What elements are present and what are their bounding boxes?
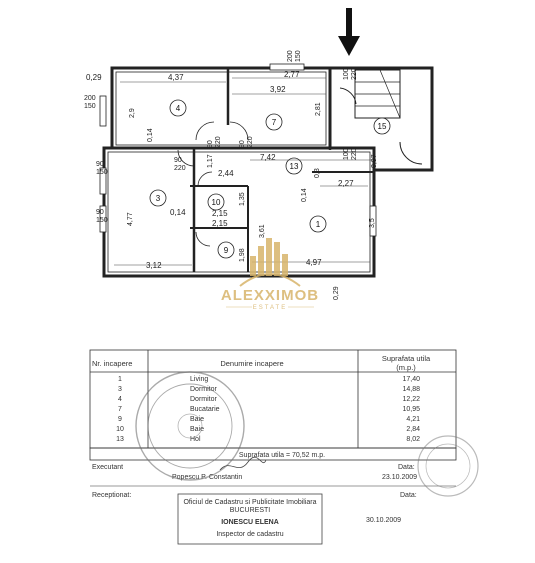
room-label-9	[218, 242, 234, 258]
dim-215b: 2,15	[212, 219, 228, 228]
svg-text:Living: Living	[190, 376, 209, 383]
svg-text:9: 9	[118, 416, 122, 423]
svg-text:Baie: Baie	[190, 416, 205, 423]
opening-200-150-top	[287, 50, 302, 62]
room-label-4	[170, 100, 186, 116]
opening-90-220-a	[207, 136, 222, 148]
dim-097: 0,97	[371, 154, 378, 168]
opening-90-220-c	[174, 157, 186, 172]
room-label-1	[310, 216, 326, 232]
dim-361: 3,61	[259, 224, 266, 238]
svg-text:15: 15	[377, 122, 387, 131]
svg-text:9: 9	[223, 246, 229, 255]
svg-text:10: 10	[211, 198, 221, 207]
dim-014c: 0,14	[301, 188, 308, 202]
svg-text:14,88: 14,88	[402, 386, 420, 393]
data-label-2: Data:	[400, 492, 417, 499]
svg-text:Dormitor: Dormitor	[190, 386, 217, 393]
dim-room3-height: 4,77	[127, 212, 134, 226]
svg-text:90220: 90220	[207, 136, 222, 148]
dim-room7-width: 3,92	[270, 85, 286, 94]
opening-90-220-b	[239, 136, 254, 148]
svg-text:100220: 100220	[343, 68, 358, 80]
opening-200-150-left	[84, 95, 96, 110]
room-label-15	[374, 118, 390, 134]
dim-227: 2,27	[338, 179, 354, 188]
table-header-name: Denumire incapere	[220, 359, 284, 368]
dim-29: 2,9	[129, 108, 136, 118]
svg-text:2,84: 2,84	[406, 426, 420, 433]
inspector-name: IONESCU ELENA	[221, 519, 279, 526]
svg-text:12,22: 12,22	[402, 396, 420, 403]
dim-top-left-wall: 0,29	[86, 73, 102, 82]
svg-text:90220: 90220	[239, 136, 254, 148]
svg-text:90150: 90 150	[96, 161, 108, 176]
table-row	[118, 386, 420, 393]
dim-014b: 0,14	[170, 208, 186, 217]
svg-text:10,95: 10,95	[402, 406, 420, 413]
data-label-1: Data:	[398, 464, 415, 471]
svg-text:Baie: Baie	[190, 426, 205, 433]
svg-text:4: 4	[118, 396, 122, 403]
dim-room4-width: 4,37	[168, 73, 184, 82]
receptionat-label: Receptionat:	[92, 492, 132, 499]
dim-244: 2,44	[218, 169, 234, 178]
entrance-arrow-icon	[338, 8, 360, 56]
table-header-nr: Nr. incapere	[92, 359, 133, 368]
secondary-stamp-icon	[418, 436, 478, 496]
table-row	[116, 436, 420, 443]
svg-text:90150: 90 150	[96, 209, 108, 224]
svg-text:13: 13	[116, 436, 124, 443]
svg-text:3: 3	[155, 194, 161, 203]
brand-name: ALEXXIMOB	[220, 287, 320, 304]
office-line-1: Oficiul de Cadastru si Publicitate Imobiliara	[183, 499, 317, 506]
table-row	[118, 416, 420, 423]
dim-03: 0,3	[314, 168, 321, 178]
svg-text:4,21: 4,21	[406, 416, 420, 423]
dim-35: 3,5	[369, 218, 376, 228]
dim-room1-width: 4,97	[306, 258, 322, 267]
signature-executant	[220, 457, 266, 470]
dim-117: 1,17	[207, 154, 214, 168]
total-area: Suprafata utila = 70,52 m.p.	[238, 452, 326, 459]
table-row	[118, 396, 420, 403]
table-header-area: Suprafata utila	[381, 354, 431, 363]
dim-215a: 2,15	[212, 209, 228, 218]
office-line-2: BUCURESTI	[229, 507, 271, 514]
svg-text:10: 10	[116, 426, 124, 433]
dim-room3-width: 3,12	[146, 261, 162, 270]
room-table	[90, 350, 456, 544]
svg-text:7: 7	[271, 118, 277, 127]
executant-label: Executant	[92, 464, 124, 471]
brand-sub: ESTATE	[252, 305, 288, 311]
opening-100-220-top	[343, 68, 358, 80]
opening-90-150-a	[96, 161, 108, 176]
svg-text:17,40: 17,40	[402, 376, 420, 383]
svg-text:7: 7	[118, 406, 122, 413]
svg-text:Bucatarie: Bucatarie	[190, 406, 220, 413]
dim-198: 1,98	[239, 248, 246, 262]
dim-hall-length: 7,42	[260, 153, 276, 162]
svg-text:3: 3	[118, 386, 122, 393]
table-row	[118, 406, 420, 413]
dim-277: 2,77	[284, 70, 300, 79]
svg-text:90220: 90 220	[174, 157, 186, 172]
svg-text:200150: 200150	[287, 50, 302, 62]
svg-text:1: 1	[118, 376, 122, 383]
dim-281: 2,81	[315, 102, 322, 116]
dim-135: 1,35	[239, 192, 246, 206]
data-value-2: 30.10.2009	[366, 517, 402, 524]
svg-text:8,02: 8,02	[406, 436, 420, 443]
room-label-10	[208, 194, 224, 210]
inspector-title: Inspector de cadastru	[216, 531, 284, 538]
room-label-13	[286, 158, 302, 174]
table-row	[116, 426, 420, 433]
room-label-3	[150, 190, 166, 206]
svg-text:1: 1	[315, 220, 321, 229]
opening-100-220-right	[343, 148, 358, 160]
room-label-7	[266, 114, 282, 130]
svg-text:200150: 200 150	[84, 95, 96, 110]
svg-text:13: 13	[289, 162, 299, 171]
executant-name: Popescu P. Constantin	[172, 474, 243, 481]
dim-014a: 0,14	[147, 128, 154, 142]
svg-text:100220: 100220	[343, 148, 358, 160]
svg-text:Dormitor: Dormitor	[190, 396, 217, 403]
dim-029: 0,29	[333, 286, 340, 300]
svg-text:4: 4	[175, 104, 181, 113]
wall-north-block	[112, 68, 330, 148]
svg-text:Hol: Hol	[190, 436, 201, 443]
data-value-1: 23.10.2009	[382, 474, 418, 481]
table-header-unit: (m.p.)	[396, 363, 416, 372]
